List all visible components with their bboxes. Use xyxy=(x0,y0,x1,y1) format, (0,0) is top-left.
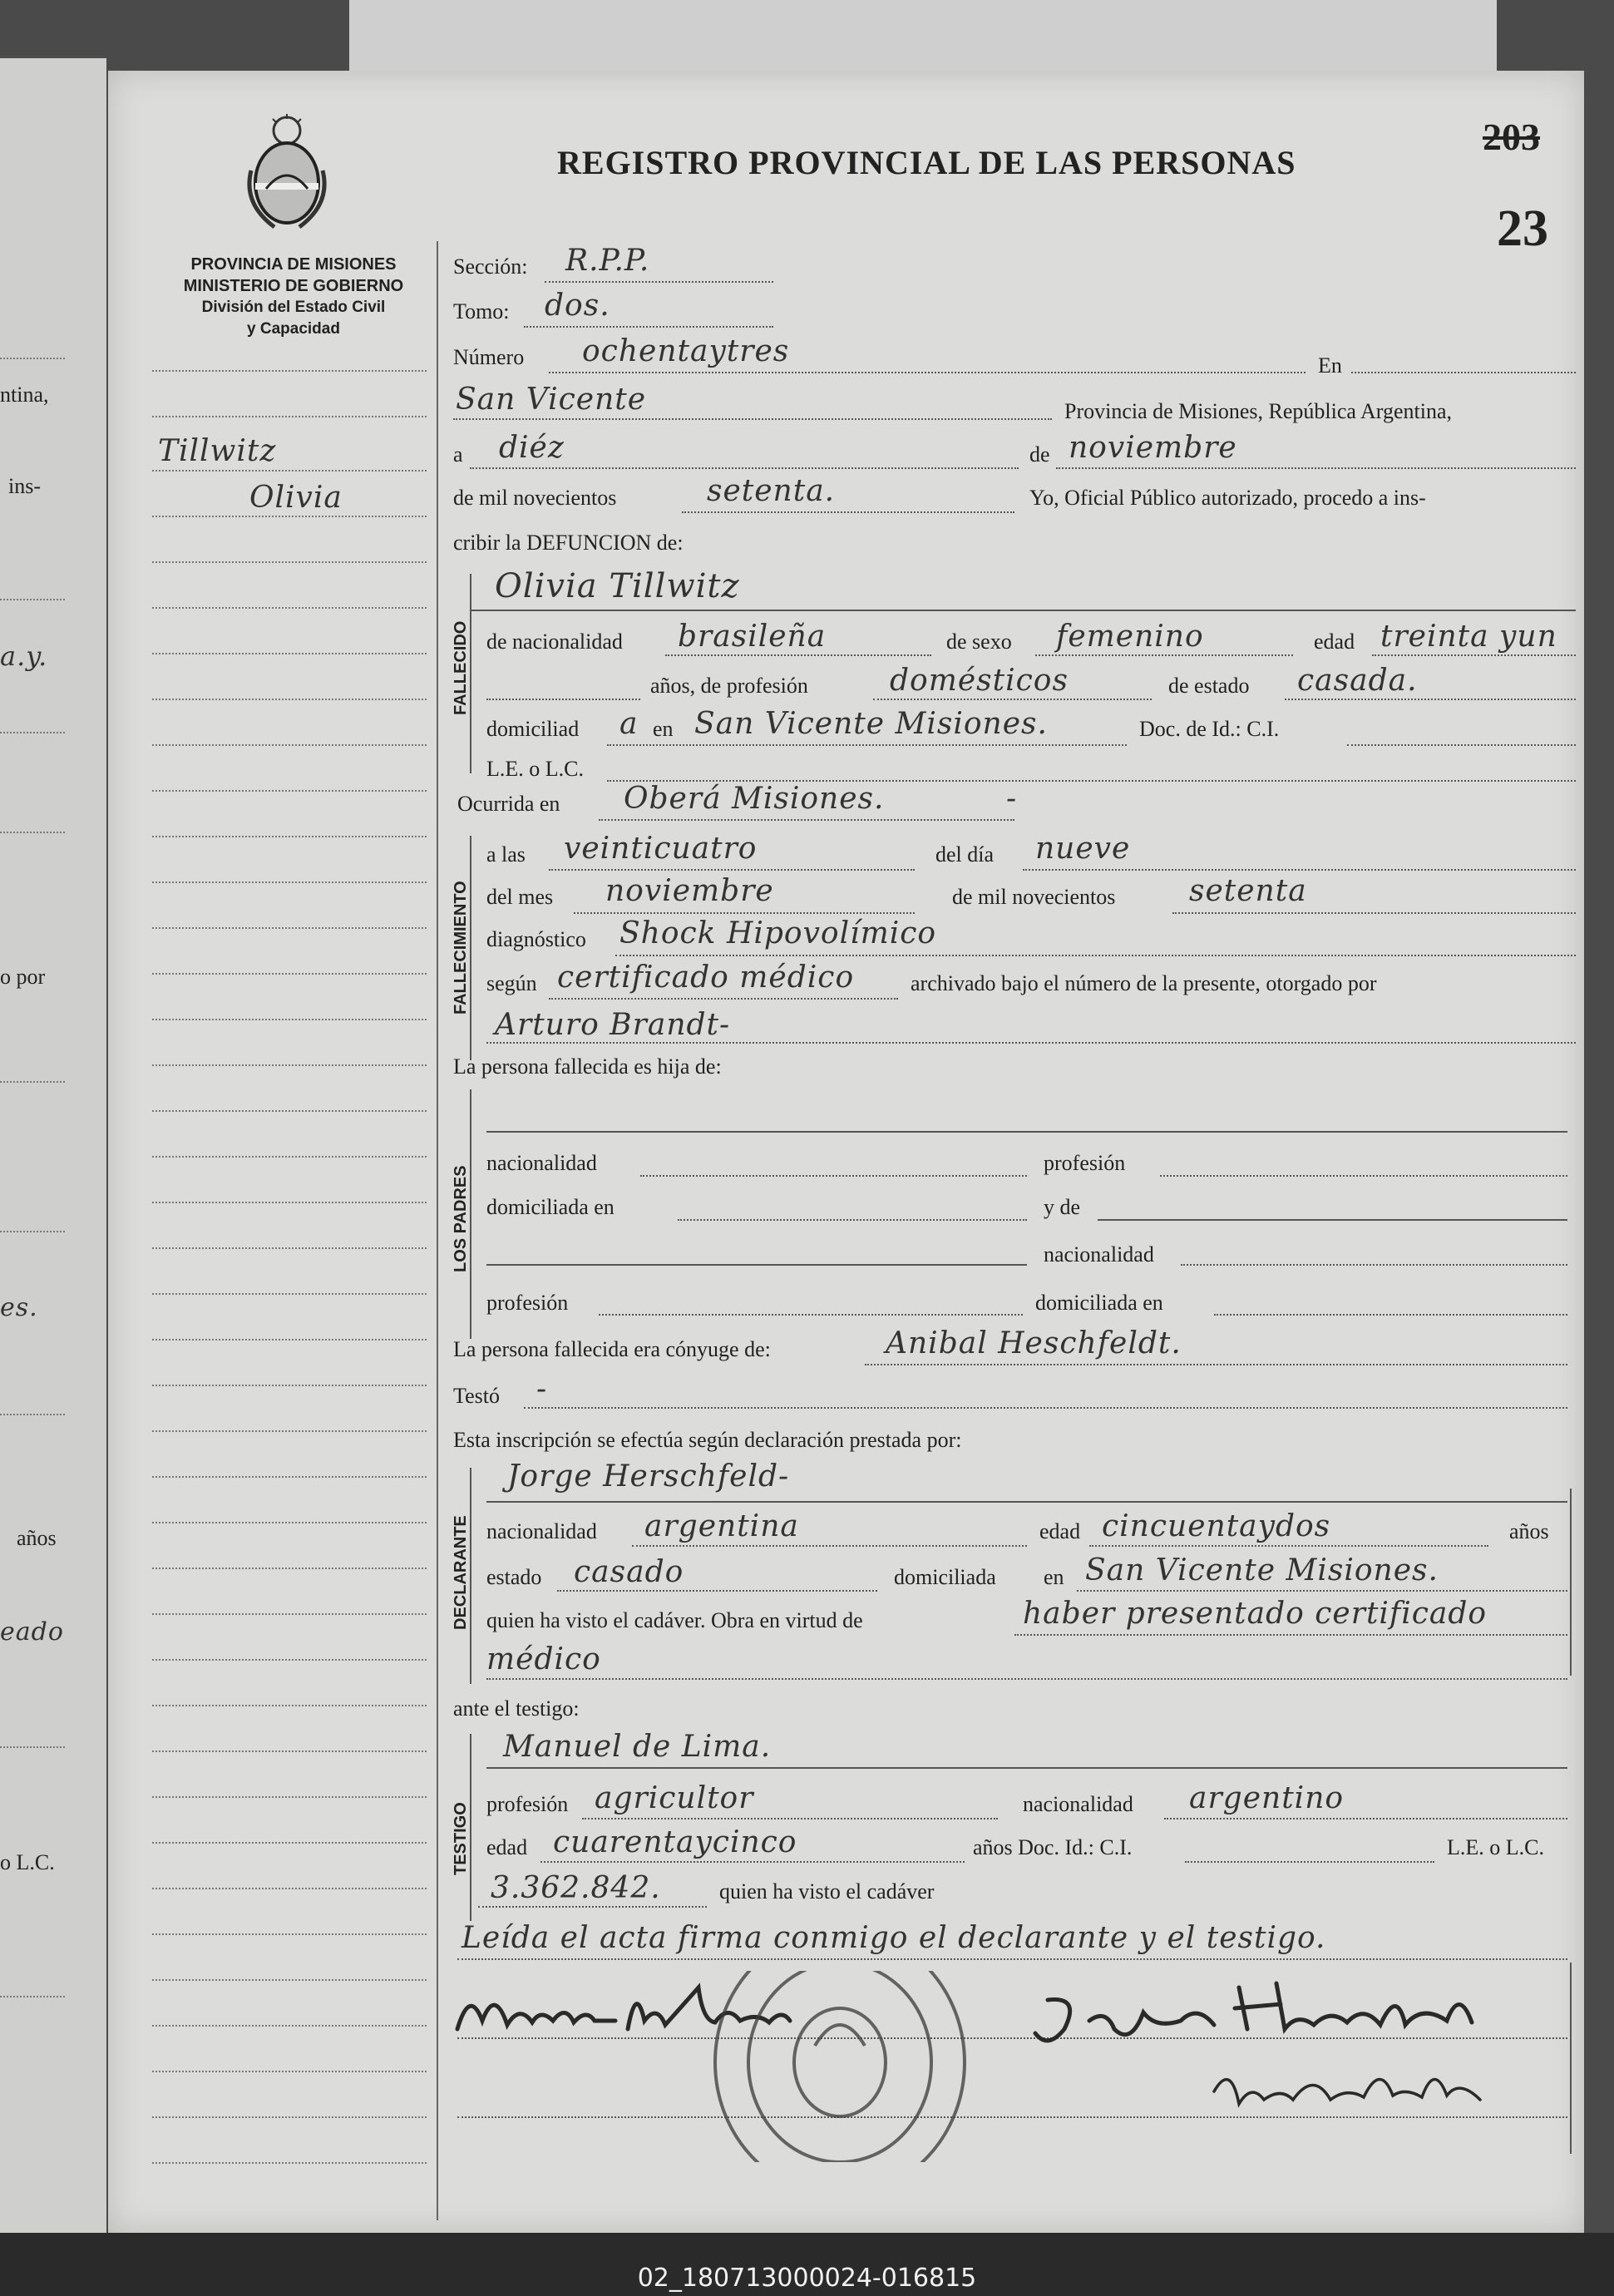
label-testigo-anos-doc: años Doc. Id.: C.I. xyxy=(973,1835,1133,1859)
left-fragment: años xyxy=(17,1526,57,1550)
label-provincia: Provincia de Misiones, República Argentina, xyxy=(1064,399,1452,423)
left-fragment: eado xyxy=(0,1617,64,1647)
value-domicilio: San Vicente Misiones. xyxy=(694,707,1048,741)
block-bracket-right xyxy=(1570,1489,1572,1676)
rule xyxy=(632,1545,1027,1547)
value-lugar: San Vicente xyxy=(456,383,647,417)
margin-rule xyxy=(152,1430,427,1432)
value-testigo-nacionalidad: argentino xyxy=(1189,1781,1345,1815)
label-declarante-en: en xyxy=(1044,1565,1064,1589)
label-doc-id: Doc. de Id.: C.I. xyxy=(1139,717,1280,741)
margin-rule xyxy=(152,1476,427,1478)
rule xyxy=(524,326,773,328)
label-declarante-visto: quien ha visto el cadáver. Obra en virtud de xyxy=(486,1608,863,1632)
left-fragment: a.y. xyxy=(0,640,48,672)
margin-rule xyxy=(152,2071,427,2072)
rule xyxy=(1372,654,1576,656)
value-hora: veinticuatro xyxy=(564,832,758,866)
label-del-dia: del día xyxy=(935,842,995,867)
value-anio-muerte: setenta xyxy=(1189,874,1307,908)
issuer-block xyxy=(156,254,431,340)
left-fragment: es. xyxy=(0,1293,38,1322)
rule xyxy=(1098,1219,1567,1221)
margin-rule xyxy=(152,2025,427,2027)
label-a: a xyxy=(453,442,463,467)
rule xyxy=(865,1364,1567,1365)
label-testo: Testó xyxy=(453,1384,500,1408)
left-page-rule xyxy=(0,1746,65,1748)
value-declarante-obra-2: médico xyxy=(486,1642,601,1676)
label-numero: Número xyxy=(453,345,525,369)
value-estado: casada. xyxy=(1297,664,1418,698)
rule xyxy=(1164,1818,1567,1820)
rule xyxy=(1172,912,1576,914)
margin-rule xyxy=(152,1613,427,1615)
rule xyxy=(1014,1634,1567,1636)
margin-rule xyxy=(152,561,427,563)
signatures xyxy=(449,1971,1580,2162)
closing-statement: Leída el acta firma conmigo el declarante y el testigo. xyxy=(461,1921,1326,1955)
rule xyxy=(470,610,1576,611)
label-hija-de: La persona fallecida es hija de: xyxy=(453,1054,722,1079)
value-profesion: domésticos xyxy=(890,664,1069,698)
label-testigo-edad: edad xyxy=(486,1835,528,1859)
label-diagnostico: diagnóstico xyxy=(486,927,586,951)
label-yo-oficial: Yo, Oficial Público autorizado, procedo a ins- xyxy=(1029,486,1426,510)
label-segun: según xyxy=(486,971,537,995)
margin-rule xyxy=(152,1933,427,1935)
value-dia: diéz xyxy=(499,431,565,465)
rule xyxy=(873,699,1152,700)
value-ocurrida: Oberá Misiones. xyxy=(624,782,885,816)
label-nacionalidad: de nacionalidad xyxy=(486,630,623,654)
rule xyxy=(615,955,1576,956)
label-archivado: archivado bajo el número de la presente, otorgado por xyxy=(911,971,1377,995)
left-page-rule xyxy=(0,358,65,359)
rule xyxy=(486,1501,1567,1503)
label-padres-nacionalidad: nacionalidad xyxy=(486,1151,597,1175)
margin-rule xyxy=(152,1842,427,1844)
province-label: PROVINCIA DE MISIONES xyxy=(190,255,397,274)
rule xyxy=(486,1264,1027,1266)
value-seccion: R.P.P. xyxy=(565,244,650,278)
signature-declarant-icon xyxy=(1035,1983,1472,2041)
margin-name: Olivia xyxy=(249,481,343,515)
label-declarante-domiciliada: domiciliada xyxy=(894,1565,996,1589)
value-declarante-nacionalidad: argentina xyxy=(644,1509,799,1543)
tab-testigo: TESTIGO xyxy=(452,1802,470,1875)
margin-rule xyxy=(152,790,427,792)
value-dia-muerte: nueve xyxy=(1035,832,1131,866)
rule xyxy=(1347,744,1576,746)
margin-rule xyxy=(152,1385,427,1386)
label-testigo-profesion: profesión xyxy=(486,1792,569,1816)
signature-official-icon xyxy=(1214,2079,1480,2104)
margin-rule xyxy=(152,927,427,929)
label-seccion: Sección: xyxy=(453,254,528,279)
label-en-domicilio: en xyxy=(653,717,674,741)
margin-rule xyxy=(152,470,427,472)
value-testigo-profesion: agricultor xyxy=(595,1781,754,1815)
value-segun: certificado médico xyxy=(557,960,855,995)
capacity-label: y Capacidad xyxy=(247,320,340,338)
value-declarante-obra: haber presentado certificado xyxy=(1023,1597,1488,1631)
value-testo: - xyxy=(536,1372,548,1406)
value-medico: Arturo Brandt- xyxy=(495,1008,731,1042)
value-mes-muerte: noviembre xyxy=(605,874,774,908)
value-sexo: femenino xyxy=(1056,620,1204,654)
rule xyxy=(524,1407,1567,1409)
margin-rule xyxy=(152,1247,427,1249)
value-mes: noviembre xyxy=(1069,431,1237,465)
label-de-mil: de mil novecientos xyxy=(453,486,617,510)
official-seal-icon xyxy=(715,1971,965,2162)
left-page-rule xyxy=(0,832,65,833)
label-estado: de estado xyxy=(1168,674,1250,698)
rule xyxy=(457,1958,1567,1960)
rule xyxy=(1035,654,1293,656)
rule xyxy=(486,1678,1567,1680)
rule xyxy=(1181,1264,1567,1266)
rule xyxy=(486,699,640,700)
rule xyxy=(1185,1861,1434,1863)
rule xyxy=(1285,699,1576,700)
value-tomo: dos. xyxy=(545,289,610,323)
register-page xyxy=(108,71,1584,2233)
margin-rule xyxy=(152,1979,427,1981)
margin-rule xyxy=(152,607,427,609)
page-title: REGISTRO PROVINCIAL DE LAS PERSONAS xyxy=(557,144,1296,181)
value-numero: ochentaytres xyxy=(582,334,790,368)
rule xyxy=(1214,1314,1567,1316)
rule xyxy=(549,869,915,871)
label-anos-profesion: años, de profesión xyxy=(650,674,808,698)
label-de: de xyxy=(1029,442,1050,467)
left-fragment: o por xyxy=(0,965,46,989)
left-page-rule xyxy=(0,1996,65,1997)
label-le-lc: L.E. o L.C. xyxy=(486,757,584,781)
label-testigo-lelc: L.E. o L.C. xyxy=(1447,1835,1544,1859)
rule xyxy=(640,1175,1027,1177)
margin-rule xyxy=(152,2116,427,2118)
left-page-rule xyxy=(0,599,65,600)
coat-of-arms-icon xyxy=(241,112,333,237)
rule xyxy=(486,1042,1576,1044)
label-declaracion: Esta inscripción se efectúa según declaración prestada por: xyxy=(453,1428,962,1452)
label-en: En xyxy=(1318,353,1342,378)
margin-rule xyxy=(152,1888,427,1889)
label-declarante-nacionalidad: nacionalidad xyxy=(486,1519,597,1543)
margin-rule xyxy=(152,1019,427,1020)
value-edad: treinta yun xyxy=(1380,620,1557,654)
label-declarante-edad: edad xyxy=(1039,1519,1081,1543)
rule xyxy=(557,1590,877,1592)
rule xyxy=(1089,1545,1488,1547)
margin-surname: Tillwitz xyxy=(158,434,277,468)
margin-rule xyxy=(152,1339,427,1341)
label-del-mes: del mes xyxy=(486,885,554,909)
rule xyxy=(665,654,931,656)
margin-rule xyxy=(152,973,427,975)
label-de-mil-2: de mil novecientos xyxy=(952,885,1116,909)
label-testigo-visto: quien ha visto el cadáver xyxy=(719,1879,935,1903)
value-testigo-ci: 3.362.842. xyxy=(491,1871,661,1905)
margin-rule xyxy=(152,370,427,372)
tab-padres: LOS PADRES xyxy=(452,1165,470,1272)
value-testigo-edad: cuarentaycinco xyxy=(553,1825,797,1859)
margin-rule xyxy=(152,416,427,417)
folio-number: 23 xyxy=(1497,200,1548,257)
label-declarante-estado: estado xyxy=(486,1565,542,1589)
margin-rule xyxy=(152,744,427,746)
label-ante-testigo: ante el testigo: xyxy=(453,1696,580,1721)
margin-rule xyxy=(152,1202,427,1203)
rule xyxy=(678,1219,1027,1221)
rule xyxy=(470,467,1019,469)
rule xyxy=(549,998,898,1000)
division-label: División del Estado Civil xyxy=(201,299,386,316)
label-testigo-nacionalidad: nacionalidad xyxy=(1023,1792,1133,1816)
left-fragment: ins- xyxy=(8,474,41,498)
rule xyxy=(545,281,773,283)
rule xyxy=(453,418,1052,420)
value-declarante: Jorge Herschfeld- xyxy=(507,1459,790,1494)
margin-rule xyxy=(152,1750,427,1752)
rule xyxy=(486,1131,1567,1133)
label-padres-nacionalidad-2: nacionalidad xyxy=(1044,1242,1154,1267)
margin-rule xyxy=(152,881,427,883)
rule xyxy=(478,1906,707,1908)
rule xyxy=(549,372,1306,373)
value-ocurrida-dash: - xyxy=(1006,782,1018,816)
tab-fallecido: FALLECIDO xyxy=(452,620,470,715)
value-declarante-edad: cincuentaydos xyxy=(1102,1509,1331,1543)
left-page-rule xyxy=(0,1414,65,1415)
value-conyuge: Anibal Heschfeldt. xyxy=(886,1326,1182,1360)
rule xyxy=(574,912,915,914)
rule xyxy=(540,1861,965,1863)
value-diagnostico: Shock Hipovolímico xyxy=(619,916,937,950)
label-edad: edad xyxy=(1314,630,1355,654)
margin-rule xyxy=(152,699,427,700)
value-nacionalidad: brasileña xyxy=(678,620,827,654)
left-fragment: ntina, xyxy=(0,383,49,407)
left-page-rule xyxy=(0,1081,65,1083)
image-id-caption: 02_180713000024-016815 xyxy=(637,2264,977,2293)
margin-rule xyxy=(152,1293,427,1295)
value-declarante-domicilio: San Vicente Misiones. xyxy=(1085,1553,1439,1587)
label-conyuge: La persona fallecida era cónyuge de: xyxy=(453,1337,771,1361)
rule xyxy=(599,1314,1023,1316)
left-page-rule xyxy=(0,732,65,733)
rule xyxy=(607,744,1127,746)
rule xyxy=(599,819,1014,821)
label-declarante-anos: años xyxy=(1509,1519,1549,1543)
rule xyxy=(1056,467,1576,469)
margin-rule xyxy=(152,1156,427,1158)
column-divider xyxy=(437,241,438,2220)
label-sexo: de sexo xyxy=(946,630,1012,654)
label-padres-domiciliada: domiciliada en xyxy=(486,1195,615,1219)
label-y-de: y de xyxy=(1044,1195,1081,1219)
margin-rule xyxy=(152,1522,427,1523)
label-padres-domiciliada-2: domiciliada en xyxy=(1035,1291,1163,1315)
margin-rule xyxy=(152,653,427,654)
margin-rule xyxy=(152,1568,427,1569)
folio-struck: 203 xyxy=(1483,116,1540,158)
rule xyxy=(582,1818,998,1820)
margin-rule xyxy=(152,1659,427,1661)
value-domiciliad-suffix: a xyxy=(619,707,639,741)
margin-rule xyxy=(152,1110,427,1112)
value-declarante-estado: casado xyxy=(574,1555,684,1589)
rule xyxy=(1351,372,1576,373)
label-ocurrida: Ocurrida en xyxy=(457,792,560,816)
tab-fallecimiento: FALLECIMIENTO xyxy=(452,881,470,1015)
margin-rule xyxy=(152,1064,427,1066)
signature-witness-icon xyxy=(457,1987,790,2029)
left-page-rule xyxy=(0,1231,65,1232)
label-padres-profesion: profesión xyxy=(1044,1151,1126,1175)
value-testigo: Manuel de Lima. xyxy=(503,1730,772,1764)
rule xyxy=(1023,869,1576,871)
label-padres-profesion-2: profesión xyxy=(486,1291,569,1315)
rule xyxy=(1160,1175,1567,1177)
rule xyxy=(486,1767,1567,1769)
label-a-las: a las xyxy=(486,842,526,867)
value-anio: setenta. xyxy=(707,474,836,508)
label-domiciliad: domiciliad xyxy=(486,717,580,741)
margin-rule xyxy=(152,516,427,517)
margin-rule xyxy=(152,1705,427,1706)
rule xyxy=(1077,1590,1567,1592)
tab-declarante: DECLARANTE xyxy=(452,1515,470,1630)
rule xyxy=(682,511,1014,513)
margin-rule xyxy=(152,1796,427,1798)
margin-rule xyxy=(152,836,427,837)
ministry-label: MINISTERIO DE GOBIERNO xyxy=(183,277,404,295)
value-fallecido-nombre: Olivia Tillwitz xyxy=(495,567,740,605)
label-cribir: cribir la DEFUNCION de: xyxy=(453,531,684,555)
label-tomo: Tomo: xyxy=(453,299,510,323)
margin-rule xyxy=(152,2162,427,2164)
left-fragment: o L.C. xyxy=(0,1850,55,1874)
